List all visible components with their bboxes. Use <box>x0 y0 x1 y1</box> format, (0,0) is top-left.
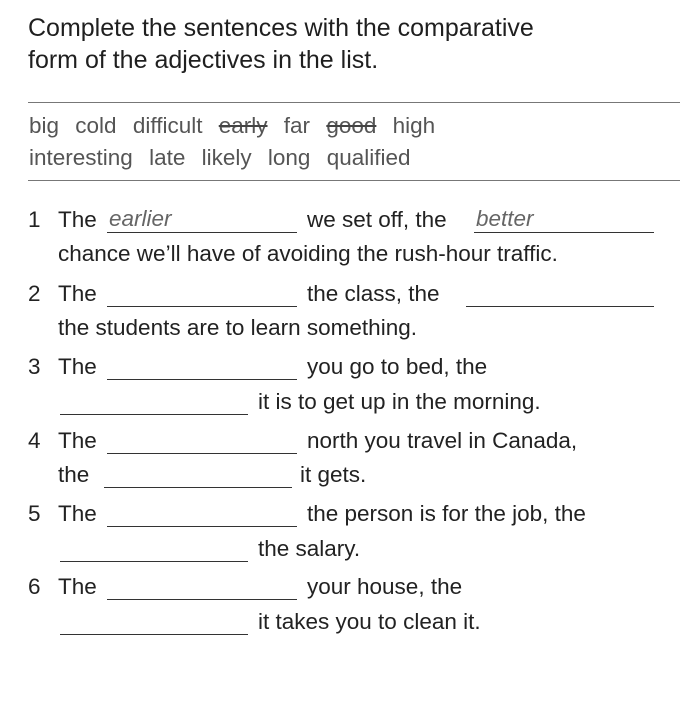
answer-blank-6b[interactable] <box>60 608 248 635</box>
item-the: The <box>58 428 97 453</box>
word-big: big <box>29 113 60 138</box>
word-early-struck: early <box>218 113 268 138</box>
item-text: the class, the <box>307 281 440 306</box>
instructions <box>28 12 668 76</box>
word-late: late <box>149 145 186 170</box>
word-good-struck: good <box>326 113 377 138</box>
word-list-bottom-rule <box>28 180 680 181</box>
item-number: 4 <box>28 428 41 453</box>
item-text-continued: the students are to learn something. <box>58 315 417 340</box>
item-number: 3 <box>28 354 41 379</box>
item-number: 5 <box>28 501 41 526</box>
item-the: The <box>58 501 97 526</box>
item-number: 6 <box>28 574 41 599</box>
answer-blank-5a[interactable] <box>107 500 297 527</box>
answer-blank-2a[interactable] <box>107 280 297 307</box>
item-text: north you travel in Canada, <box>307 428 578 453</box>
answer-blank-1b[interactable]: better <box>474 206 654 233</box>
answer-blank-3a[interactable] <box>107 353 297 380</box>
item-the-second: the <box>58 462 90 487</box>
item-the: The <box>58 207 97 232</box>
answer-blank-1a[interactable]: earlier <box>107 206 297 233</box>
word-list-row-2 <box>29 144 421 172</box>
item-text: you go to bed, the <box>307 354 488 379</box>
item-number: 2 <box>28 281 41 306</box>
item-number: 1 <box>28 207 41 232</box>
answer-blank-4b[interactable] <box>104 461 292 488</box>
word-difficult: difficult <box>132 113 203 138</box>
answer-blank-2b[interactable] <box>466 280 654 307</box>
word-high: high <box>392 113 436 138</box>
item-text-continued: the salary. <box>258 536 361 561</box>
item-the: The <box>58 281 97 306</box>
word-qualified: qualified <box>326 145 411 170</box>
word-list-row-1 <box>29 112 445 140</box>
item-text-continued: it takes you to clean it. <box>258 609 481 634</box>
item-text-continued: chance we’ll have of avoiding the rush-hour traffic. <box>58 241 558 266</box>
item-text-continued: it gets. <box>300 462 367 487</box>
answer-blank-6a[interactable] <box>107 573 297 600</box>
title-line-1: Complete the sentences with the comparative <box>28 14 534 42</box>
item-text: we set off, the <box>307 207 447 232</box>
item-text-continued: it is to get up in the morning. <box>258 389 541 414</box>
word-long: long <box>267 145 311 170</box>
item-the: The <box>58 354 97 379</box>
word-far: far <box>283 113 311 138</box>
answer-blank-4a[interactable] <box>107 427 297 454</box>
word-likely: likely <box>201 145 252 170</box>
word-interesting: interesting <box>29 145 133 170</box>
item-text: the person is for the job, the <box>307 501 586 526</box>
answer-blank-5b[interactable] <box>60 535 248 562</box>
item-text: your house, the <box>307 574 463 599</box>
word-list-top-rule <box>28 102 680 103</box>
answer-blank-3b[interactable] <box>60 388 248 415</box>
word-cold: cold <box>75 113 117 138</box>
title-line-2: form of the adjectives in the list. <box>28 46 379 74</box>
item-the: The <box>58 574 97 599</box>
